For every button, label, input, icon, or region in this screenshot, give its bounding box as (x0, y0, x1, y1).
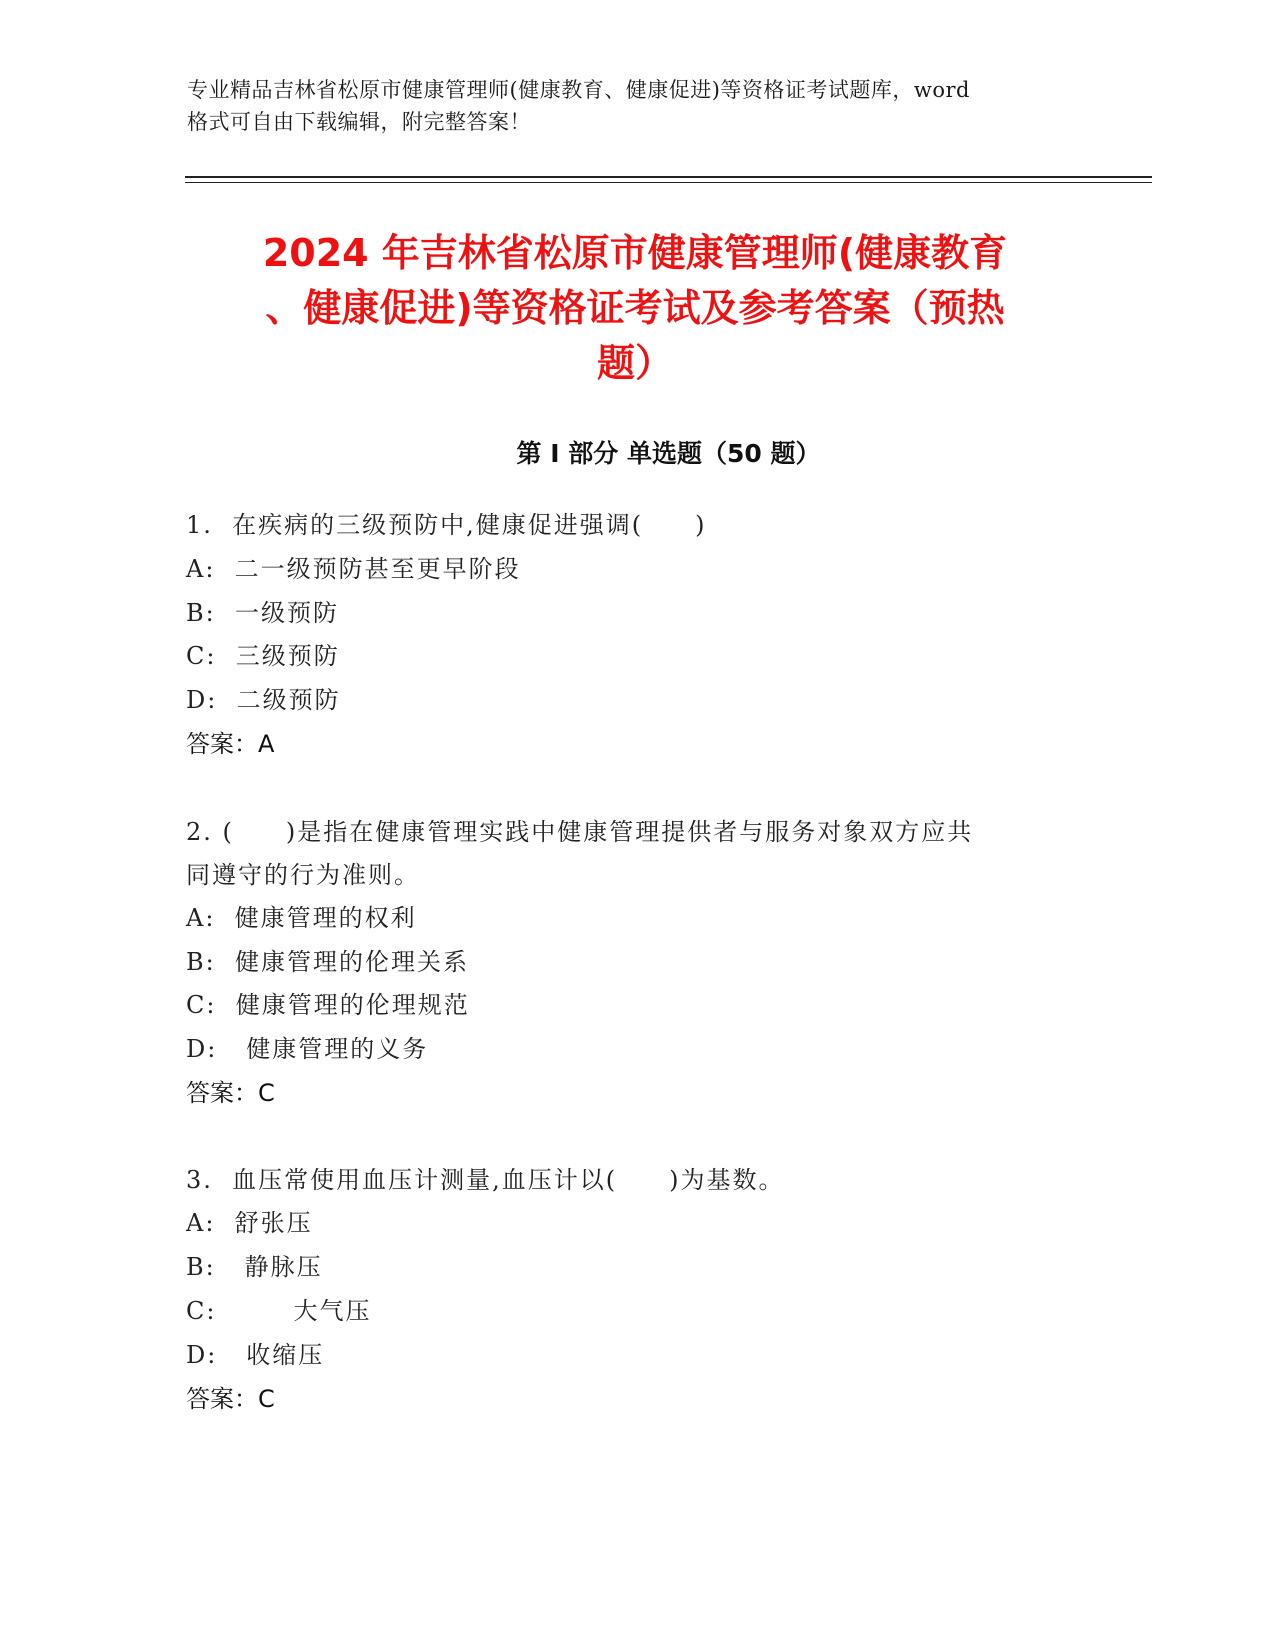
question-1-option-c: C: 三级预防 (186, 642, 340, 670)
question-3-answer: 答案：C (186, 1385, 275, 1413)
header-note (187, 74, 1087, 138)
header-rule-thick (185, 176, 1152, 178)
question-1-option-b: B: 一级预防 (186, 599, 339, 627)
title-line-3: 题） (596, 341, 673, 385)
header-rule-thin (185, 182, 1152, 183)
question-3-stem: 3. 血压常使用血压计测量,血压计以( )为基数。 (186, 1166, 785, 1194)
title-line-1: 2024 年吉林省松原市健康管理师(健康教育 (262, 231, 1008, 275)
question-1-option-a: A: 二一级预防甚至更早阶段 (186, 555, 521, 583)
question-3-option-d: D: 收缩压 (186, 1341, 325, 1369)
question-2-option-d: D: 健康管理的义务 (186, 1035, 429, 1063)
header-note-line-2: 格式可自由下载编辑，附完整答案！ (187, 110, 531, 134)
question-2-answer: 答案：C (186, 1079, 275, 1107)
header-note-line-1: 专业精品吉林省松原市健康管理师(健康教育、健康促进)等资格证考试题库，word (187, 78, 970, 102)
section-heading: 第 I 部分 单选题（50 题） (516, 439, 821, 468)
question-3-option-c: C: 大气压 (186, 1297, 372, 1325)
question-3-option-b: B: 静脉压 (186, 1253, 323, 1281)
document-title (185, 226, 1085, 391)
question-1-option-d: D: 二级预防 (186, 686, 341, 714)
question-2-stem-line-2: 同遵守的行为准则。 (186, 861, 420, 889)
title-line-2: 、健康促进)等资格证考试及参考答案（预热 (265, 286, 1005, 330)
question-2-option-b: B: 健康管理的伦理关系 (186, 948, 469, 976)
question-1-answer: 答案：A (186, 730, 275, 758)
question-2-option-a: A: 健康管理的权利 (186, 904, 417, 932)
question-1-stem: 1. 在疾病的三级预防中,健康促进强调( ) (186, 511, 707, 539)
question-3-option-a: A: 舒张压 (186, 1209, 313, 1237)
question-2-option-c: C: 健康管理的伦理规范 (186, 991, 470, 1019)
question-2-stem-line-1: 2. ( )是指在健康管理实践中健康管理提供者与服务对象双方应共 (186, 818, 974, 846)
